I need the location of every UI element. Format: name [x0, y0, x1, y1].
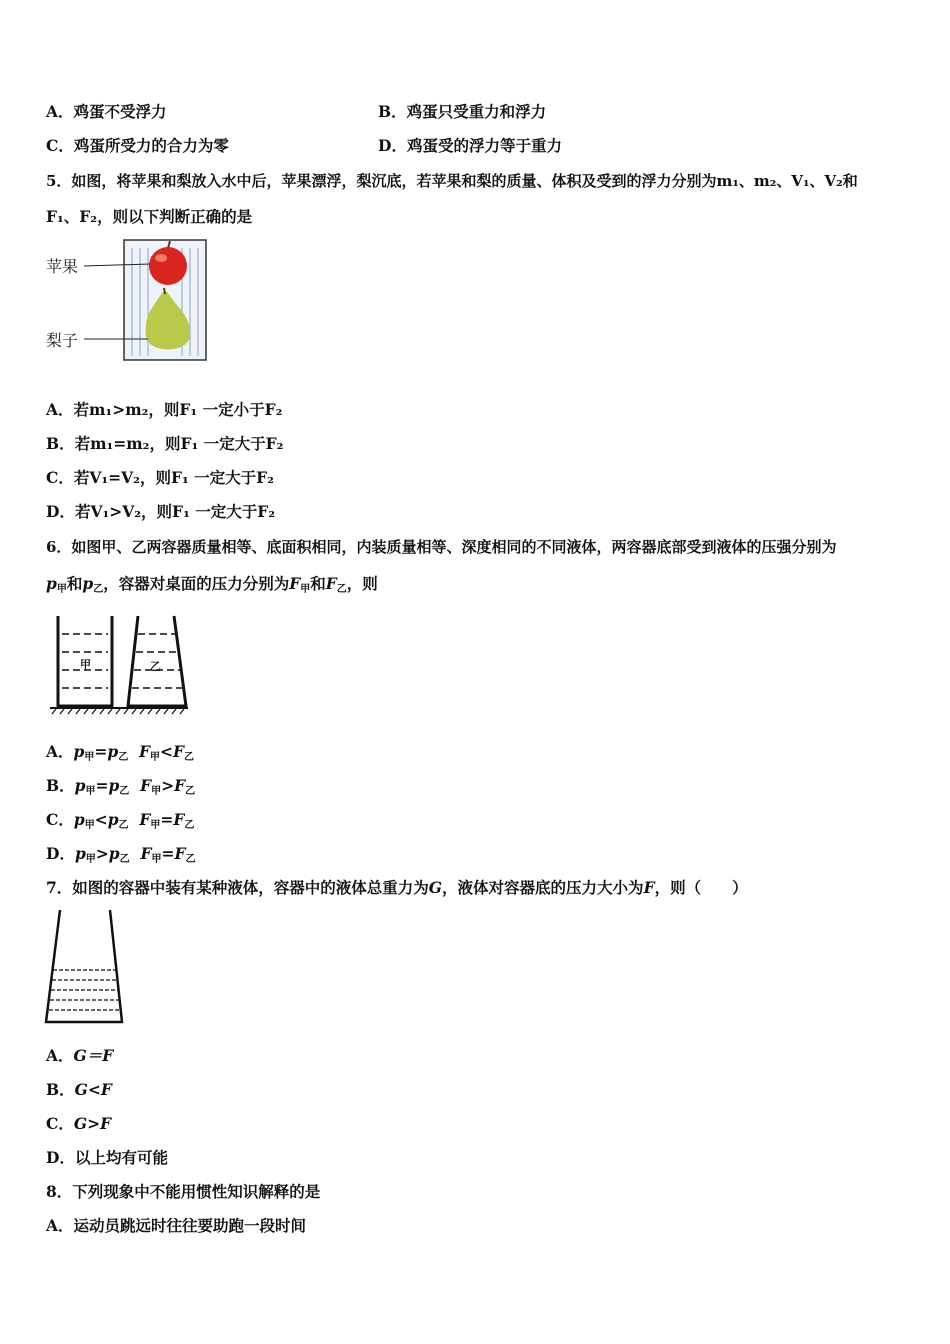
label-yi: 乙: [150, 660, 161, 673]
label-apple: 苹果: [46, 257, 79, 276]
q4-option-d: D．鸡蛋受的浮力等于重力: [378, 136, 562, 155]
q6-option-a: A．$p_甲=p_乙$ $F_甲<F_乙$: [46, 742, 195, 763]
q7-stem: 7．如图的容器中装有某种液体，容器中的液体总重力为G，液体对容器底的压力大小为F，则（ ）: [46, 878, 748, 897]
label-pear: 梨子: [46, 331, 79, 350]
q7-option-a: A．G＝F: [46, 1046, 114, 1065]
q5-stem-line2: F₁、F₂，则以下判断正确的是: [46, 207, 253, 226]
apple-pear-figure: [46, 236, 216, 366]
q8-stem: 8．下列现象中不能用惯性知识解释的是: [46, 1182, 321, 1201]
two-containers-figure: [46, 612, 196, 722]
q7-option-d: D．以上均有可能: [46, 1148, 168, 1167]
q5-option-a: A．若m₁>m₂，则F₁ 一定小于F₂: [46, 400, 283, 419]
q7-option-c: C．G>F: [46, 1114, 112, 1133]
q5-option-d: D．若V₁>V₂，则F₁ 一定大于F₂: [46, 502, 276, 521]
q6-stem-line2: $p_甲$和$p_乙$，容器对桌面的压力分别为$F_甲$和$F_乙$，则: [46, 574, 378, 595]
apple: [149, 247, 187, 285]
q5-option-b: B．若m₁=m₂，则F₁ 一定大于F₂: [46, 434, 284, 453]
tapered-container-figure: [44, 906, 128, 1028]
q6-option-b: B．$p_甲=p_乙$ $F_甲>F_乙$: [46, 776, 196, 797]
label-jia: 甲: [80, 658, 91, 671]
q5-stem-line1: 5．如图，将苹果和梨放入水中后，苹果漂浮，梨沉底，若苹果和梨的质量、体积及受到的浮力分别为m₁、m₂、V₁、V₂和: [46, 172, 858, 190]
q4-option-c: C．鸡蛋所受力的合力为零: [46, 136, 229, 155]
q4-option-a: A．鸡蛋不受浮力: [46, 102, 167, 121]
q8-option-a: A．运动员跳远时往往要助跑一段时间: [46, 1216, 307, 1235]
q5-option-c: C．若V₁=V₂，则F₁ 一定大于F₂: [46, 468, 274, 487]
q7-option-b: B．G<F: [46, 1080, 112, 1099]
q6-option-d: D．$p_甲>p_乙$ $F_甲=F_乙$: [46, 844, 196, 865]
q4-option-b: B．鸡蛋只受重力和浮力: [378, 102, 547, 121]
q6-stem-line1: 6．如图甲、乙两容器质量相等、底面积相同，内装质量相等、深度相同的不同液体，两容器底部受到液体的压强分别为: [46, 538, 837, 556]
tapered-container: [46, 910, 122, 1022]
q6-option-c: C．$p_甲<p_乙$ $F_甲=F_乙$: [46, 810, 195, 831]
